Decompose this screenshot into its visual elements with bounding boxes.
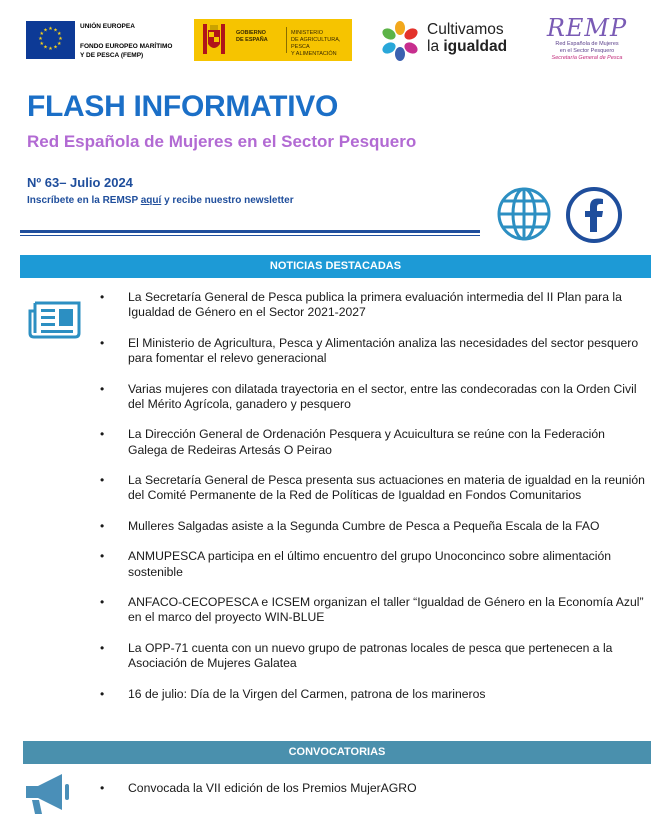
svg-text:★: ★ <box>48 46 53 52</box>
min-line-1: MINISTERIO <box>291 30 324 36</box>
cultivamos-line-1: Cultivamos <box>427 21 504 38</box>
megaphone-icon <box>22 768 72 818</box>
news-list <box>100 290 645 717</box>
remp-line-3: Secretaría General de Pesca <box>551 55 623 61</box>
gob-line-1: GOBIERNO <box>236 30 266 36</box>
remp-line-2: en el Sector Pesquero <box>559 48 615 54</box>
subscribe-pre: Inscríbete en la REMSP <box>27 195 141 206</box>
gob-divider <box>286 27 287 53</box>
convocatorias-section-header: CONVOCATORIAS <box>23 741 651 764</box>
news-item[interactable]: • La Secretaría General de Pesca presenta sus actuaciones en materia de igualdad en la reunión del Comité Permanente de la Red de Políticas de Igualdad en Fondos Comunitarios <box>100 473 645 504</box>
news-item[interactable]: • Mulleres Salgadas asiste a la Segunda Cumbre de Pesca a Pequeña Escala de la FAO <box>100 519 645 534</box>
news-item[interactable]: • La OPP-71 cuenta con un nuevo grupo de patronas locales de pesca que pertenecen a la Asociación de Mujeres Galatea <box>100 641 645 672</box>
gob-line-2: DE ESPAÑA <box>236 37 268 44</box>
min-line-2: DE AGRICULTURA, PESCA <box>291 37 341 51</box>
eu-flag-logo <box>26 21 75 59</box>
svg-text:★: ★ <box>43 44 48 51</box>
remp-script: REMP <box>546 14 628 42</box>
eu-fund-text <box>80 23 200 60</box>
min-line-3: Y ALIMENTACIÓN <box>291 51 337 58</box>
svg-text:★: ★ <box>56 41 62 47</box>
ministerio-text <box>291 30 352 59</box>
cultivamos-text <box>427 21 507 55</box>
news-item[interactable]: • ANFACO-CECOPESCA e ICSEM organizan el taller “Igualdad de Género en la Economía Azul” en el marco del proyecto WIN-BLUE <box>100 595 645 626</box>
cultivamos-flower-icon <box>378 20 422 62</box>
cultivamos-la: la <box>427 38 444 55</box>
cultivamos-line-2 <box>427 38 507 55</box>
news-item[interactable]: • ANMUPESCA participa en el último encuentro del grupo Unoconcinco sobre alimentación sostenible <box>100 549 645 580</box>
newspaper-icon <box>27 299 83 339</box>
svg-text:★: ★ <box>56 31 62 37</box>
page-subtitle: Red Española de Mujeres en el Sector Pesquero <box>27 132 417 151</box>
issue-number: Nº 63– Julio 2024 <box>27 175 133 190</box>
convocatoria-item[interactable]: • Convocada la VII edición de los Premios MujerAGRO <box>100 781 645 796</box>
news-item[interactable]: • El Ministerio de Agricultura, Pesca y Alimentación analiza las necesidades del sector pesquero para fomentar el relevo generacional <box>100 336 645 367</box>
remp-logo <box>546 15 628 73</box>
subscribe-link[interactable]: aquí <box>140 195 162 206</box>
svg-text:★: ★ <box>53 44 58 51</box>
convocatorias-list <box>100 781 645 796</box>
svg-text:★: ★ <box>58 36 63 42</box>
svg-text:★: ★ <box>39 41 45 47</box>
header-rule <box>20 230 480 233</box>
news-item[interactable]: • La Secretaría General de Pesca publica la primera evaluación intermedia del II Plan para la Igualdad de Género en el Sector 2021-2027 <box>100 290 645 321</box>
eu-line-3: Y DE PESCA (FEMP) <box>80 51 144 59</box>
cultivamos-igualdad: igualdad <box>443 38 508 55</box>
subscribe-line <box>27 195 294 206</box>
remp-line-1: Red Española de Mujeres <box>555 41 619 47</box>
svg-text:★: ★ <box>39 31 45 37</box>
svg-text:★: ★ <box>53 27 58 34</box>
svg-text:★: ★ <box>38 36 43 42</box>
svg-text:★: ★ <box>43 27 48 34</box>
gobierno-text <box>236 30 268 44</box>
facebook-icon[interactable] <box>565 186 623 244</box>
subscribe-post: y recibe nuestro newsletter <box>161 195 294 206</box>
news-section-header: NOTICIAS DESTACADAS <box>20 255 651 278</box>
news-item[interactable]: • Varias mujeres con dilatada trayectoria en el sector, entre las condecoradas con la Orden Civil del Mérito Agrícola, ganadero y pesquero <box>100 382 645 413</box>
news-item[interactable]: • 16 de julio: Día de la Virgen del Carmen, patrona de los marineros <box>100 687 645 702</box>
header-rule-thin <box>20 235 480 236</box>
coat-of-arms-icon <box>200 22 228 58</box>
news-item[interactable]: • La Dirección General de Ordenación Pesquera y Acuicultura se reúne con la Federación Galega de Redeiras Artesás O Peirao <box>100 427 645 458</box>
eu-line-1: UNIÓN EUROPEA <box>80 23 135 30</box>
eu-line-2: FONDO EUROPEO MARÍTIMO <box>80 42 173 50</box>
gobierno-logo <box>194 19 352 61</box>
page-title: FLASH INFORMATIVO <box>27 90 338 123</box>
globe-icon[interactable] <box>496 186 552 242</box>
svg-text:★: ★ <box>48 26 53 32</box>
